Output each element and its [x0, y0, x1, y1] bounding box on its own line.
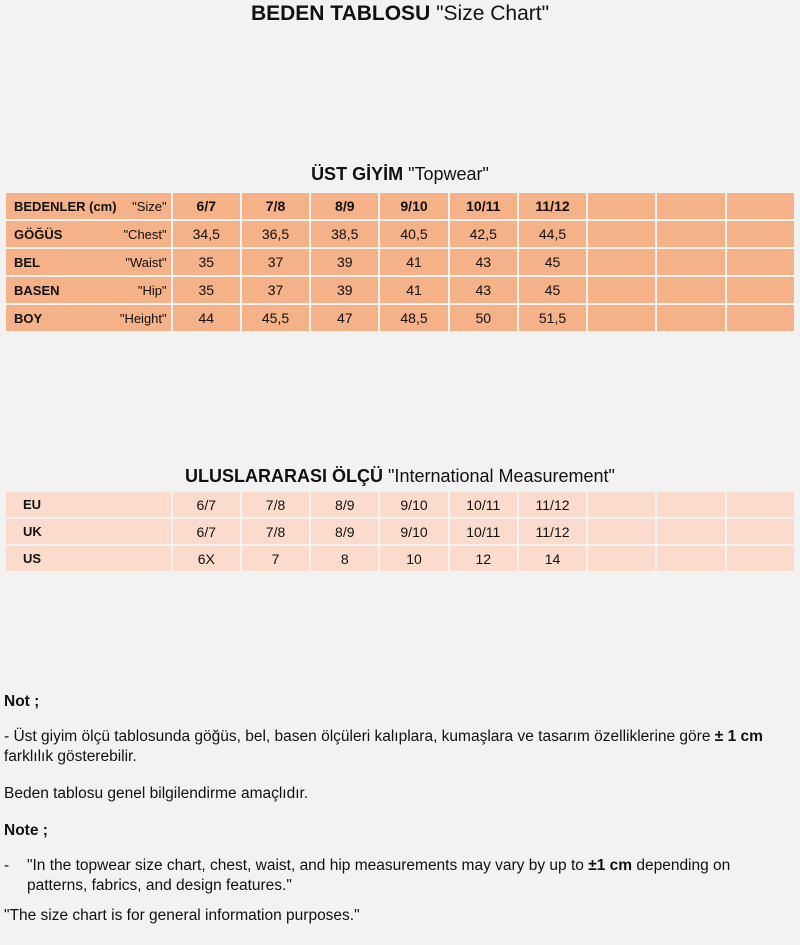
topwear-row	[6, 277, 794, 303]
topwear-cell: 38,5	[311, 221, 378, 247]
title-english: "Size Chart"	[436, 2, 550, 25]
international-cell: 6/7	[173, 492, 240, 517]
topwear-row	[6, 221, 794, 247]
topwear-cell: 10/11	[450, 193, 517, 219]
empty-cell	[727, 277, 794, 303]
row-label-en: "Waist"	[125, 254, 167, 270]
title-bold: BEDEN TABLOSU	[250, 2, 431, 25]
notes-en-line1-bold: ±1 cm	[588, 857, 633, 874]
topwear-cell: 39	[311, 277, 378, 303]
empty-cell	[588, 492, 655, 517]
empty-cell	[588, 249, 655, 275]
international-cell: 8	[311, 546, 378, 571]
notes-heading-en: Note ;	[4, 822, 48, 839]
topwear-cell: 51,5	[519, 305, 586, 331]
international-cell: 10/11	[450, 492, 517, 517]
empty-cell	[588, 277, 655, 303]
empty-cell	[727, 519, 794, 544]
international-cell: 10/11	[450, 519, 517, 544]
topwear-row	[6, 193, 794, 219]
empty-cell	[657, 221, 724, 247]
empty-cell	[657, 492, 724, 517]
empty-cell	[588, 519, 655, 544]
international-row	[6, 492, 794, 517]
topwear-cell: 48,5	[380, 305, 447, 331]
international-heading-bold: ULUSLARARASI ÖLÇÜ	[185, 466, 384, 486]
notes-en-line1-a: "In the topwear size chart, chest, waist, and hip measurements may vary by up to	[27, 857, 589, 874]
empty-cell	[657, 249, 724, 275]
topwear-cell: 50	[450, 305, 517, 331]
notes-en-line1	[4, 856, 789, 896]
row-label-tr: BEDENLER (cm)	[14, 198, 117, 214]
topwear-cell: 37	[242, 249, 309, 275]
international-cell: 7/8	[242, 519, 309, 544]
topwear-cell: 45,5	[242, 305, 309, 331]
topwear-cell: 41	[380, 277, 447, 303]
notes-en-line2: "The size chart is for general information purposes."	[4, 907, 360, 924]
topwear-cell: 41	[380, 249, 447, 275]
international-cell: 12	[450, 546, 517, 571]
topwear-cell: 45	[519, 277, 586, 303]
international-cell: 8/9	[311, 519, 378, 544]
topwear-row-label	[6, 277, 171, 303]
topwear-cell: 42,5	[450, 221, 517, 247]
international-cell: 6/7	[173, 519, 240, 544]
international-heading	[0, 466, 800, 487]
international-size-table	[4, 490, 796, 573]
row-label-tr: BOY	[14, 310, 43, 326]
topwear-cell: 11/12	[519, 193, 586, 219]
notes-en-line1-b: depending on patterns, fabrics, and design features."	[27, 857, 731, 894]
notes-tr-line1-b: farklılık gösterebilir.	[4, 748, 137, 765]
notes-en-dash: -	[4, 857, 10, 874]
topwear-row-label	[6, 249, 171, 275]
empty-cell	[657, 277, 724, 303]
international-row-label: US	[6, 546, 171, 571]
empty-cell	[657, 305, 724, 331]
topwear-cell: 44	[173, 305, 240, 331]
empty-cell	[727, 492, 794, 517]
empty-cell	[727, 193, 794, 219]
international-cell: 6X	[173, 546, 240, 571]
notes-tr-line1-a: - Üst giyim ölçü tablosunda göğüs, bel, basen ölçüleri kalıplara, kumaşlara ve tasarım özelliklerine göre	[4, 728, 715, 745]
topwear-cell: 39	[311, 249, 378, 275]
topwear-cell: 36,5	[242, 221, 309, 247]
topwear-cell: 9/10	[380, 193, 447, 219]
empty-cell	[588, 546, 655, 571]
international-row	[6, 546, 794, 571]
international-cell: 7/8	[242, 492, 309, 517]
topwear-cell: 43	[450, 277, 517, 303]
international-row-label: UK	[6, 519, 171, 544]
row-label-en: "Chest"	[123, 226, 167, 242]
topwear-cell: 45	[519, 249, 586, 275]
empty-cell	[727, 305, 794, 331]
row-label-tr: BEL	[14, 254, 40, 270]
international-cell: 8/9	[311, 492, 378, 517]
notes-tr-line2: Beden tablosu genel bilgilendirme amaçlıdır.	[4, 785, 309, 802]
topwear-cell: 8/9	[311, 193, 378, 219]
row-label-en: "Height"	[119, 310, 167, 326]
notes-tr-line1	[4, 727, 789, 767]
international-cell: 10	[380, 546, 447, 571]
empty-cell	[727, 221, 794, 247]
empty-cell	[727, 546, 794, 571]
topwear-row	[6, 249, 794, 275]
international-row-label: EU	[6, 492, 171, 517]
topwear-row	[6, 305, 794, 331]
notes-section	[4, 692, 789, 926]
topwear-cell: 35	[173, 277, 240, 303]
international-cell: 11/12	[519, 492, 586, 517]
topwear-heading-bold: ÜST GİYİM	[311, 164, 404, 184]
topwear-cell: 47	[311, 305, 378, 331]
topwear-cell: 44,5	[519, 221, 586, 247]
topwear-size-table	[4, 191, 796, 333]
topwear-cell: 35	[173, 249, 240, 275]
notes-tr-line1-bold: ± 1 cm	[714, 728, 763, 745]
topwear-heading	[0, 164, 800, 185]
international-cell: 9/10	[380, 492, 447, 517]
topwear-cell: 43	[450, 249, 517, 275]
empty-cell	[727, 249, 794, 275]
empty-cell	[657, 546, 724, 571]
row-label-tr: BASEN	[14, 282, 60, 298]
topwear-row-label	[6, 221, 171, 247]
topwear-row-label	[6, 305, 171, 331]
topwear-cell: 34,5	[173, 221, 240, 247]
international-cell: 9/10	[380, 519, 447, 544]
topwear-cell: 6/7	[173, 193, 240, 219]
international-cell: 14	[519, 546, 586, 571]
empty-cell	[588, 305, 655, 331]
topwear-cell: 40,5	[380, 221, 447, 247]
international-heading-english: "International Measurement"	[388, 466, 615, 486]
empty-cell	[588, 193, 655, 219]
row-label-en: "Hip"	[137, 282, 167, 298]
row-label-tr: GÖĞÜS	[14, 226, 63, 242]
empty-cell	[657, 193, 724, 219]
topwear-row-label	[6, 193, 171, 219]
topwear-cell: 37	[242, 277, 309, 303]
international-row	[6, 519, 794, 544]
row-label-en: "Size"	[132, 198, 167, 214]
page-title	[0, 2, 800, 26]
topwear-heading-english: "Topwear"	[408, 164, 489, 184]
empty-cell	[657, 519, 724, 544]
notes-heading-tr: Not ;	[4, 693, 40, 710]
empty-cell	[588, 221, 655, 247]
international-cell: 11/12	[519, 519, 586, 544]
topwear-cell: 7/8	[242, 193, 309, 219]
international-cell: 7	[242, 546, 309, 571]
